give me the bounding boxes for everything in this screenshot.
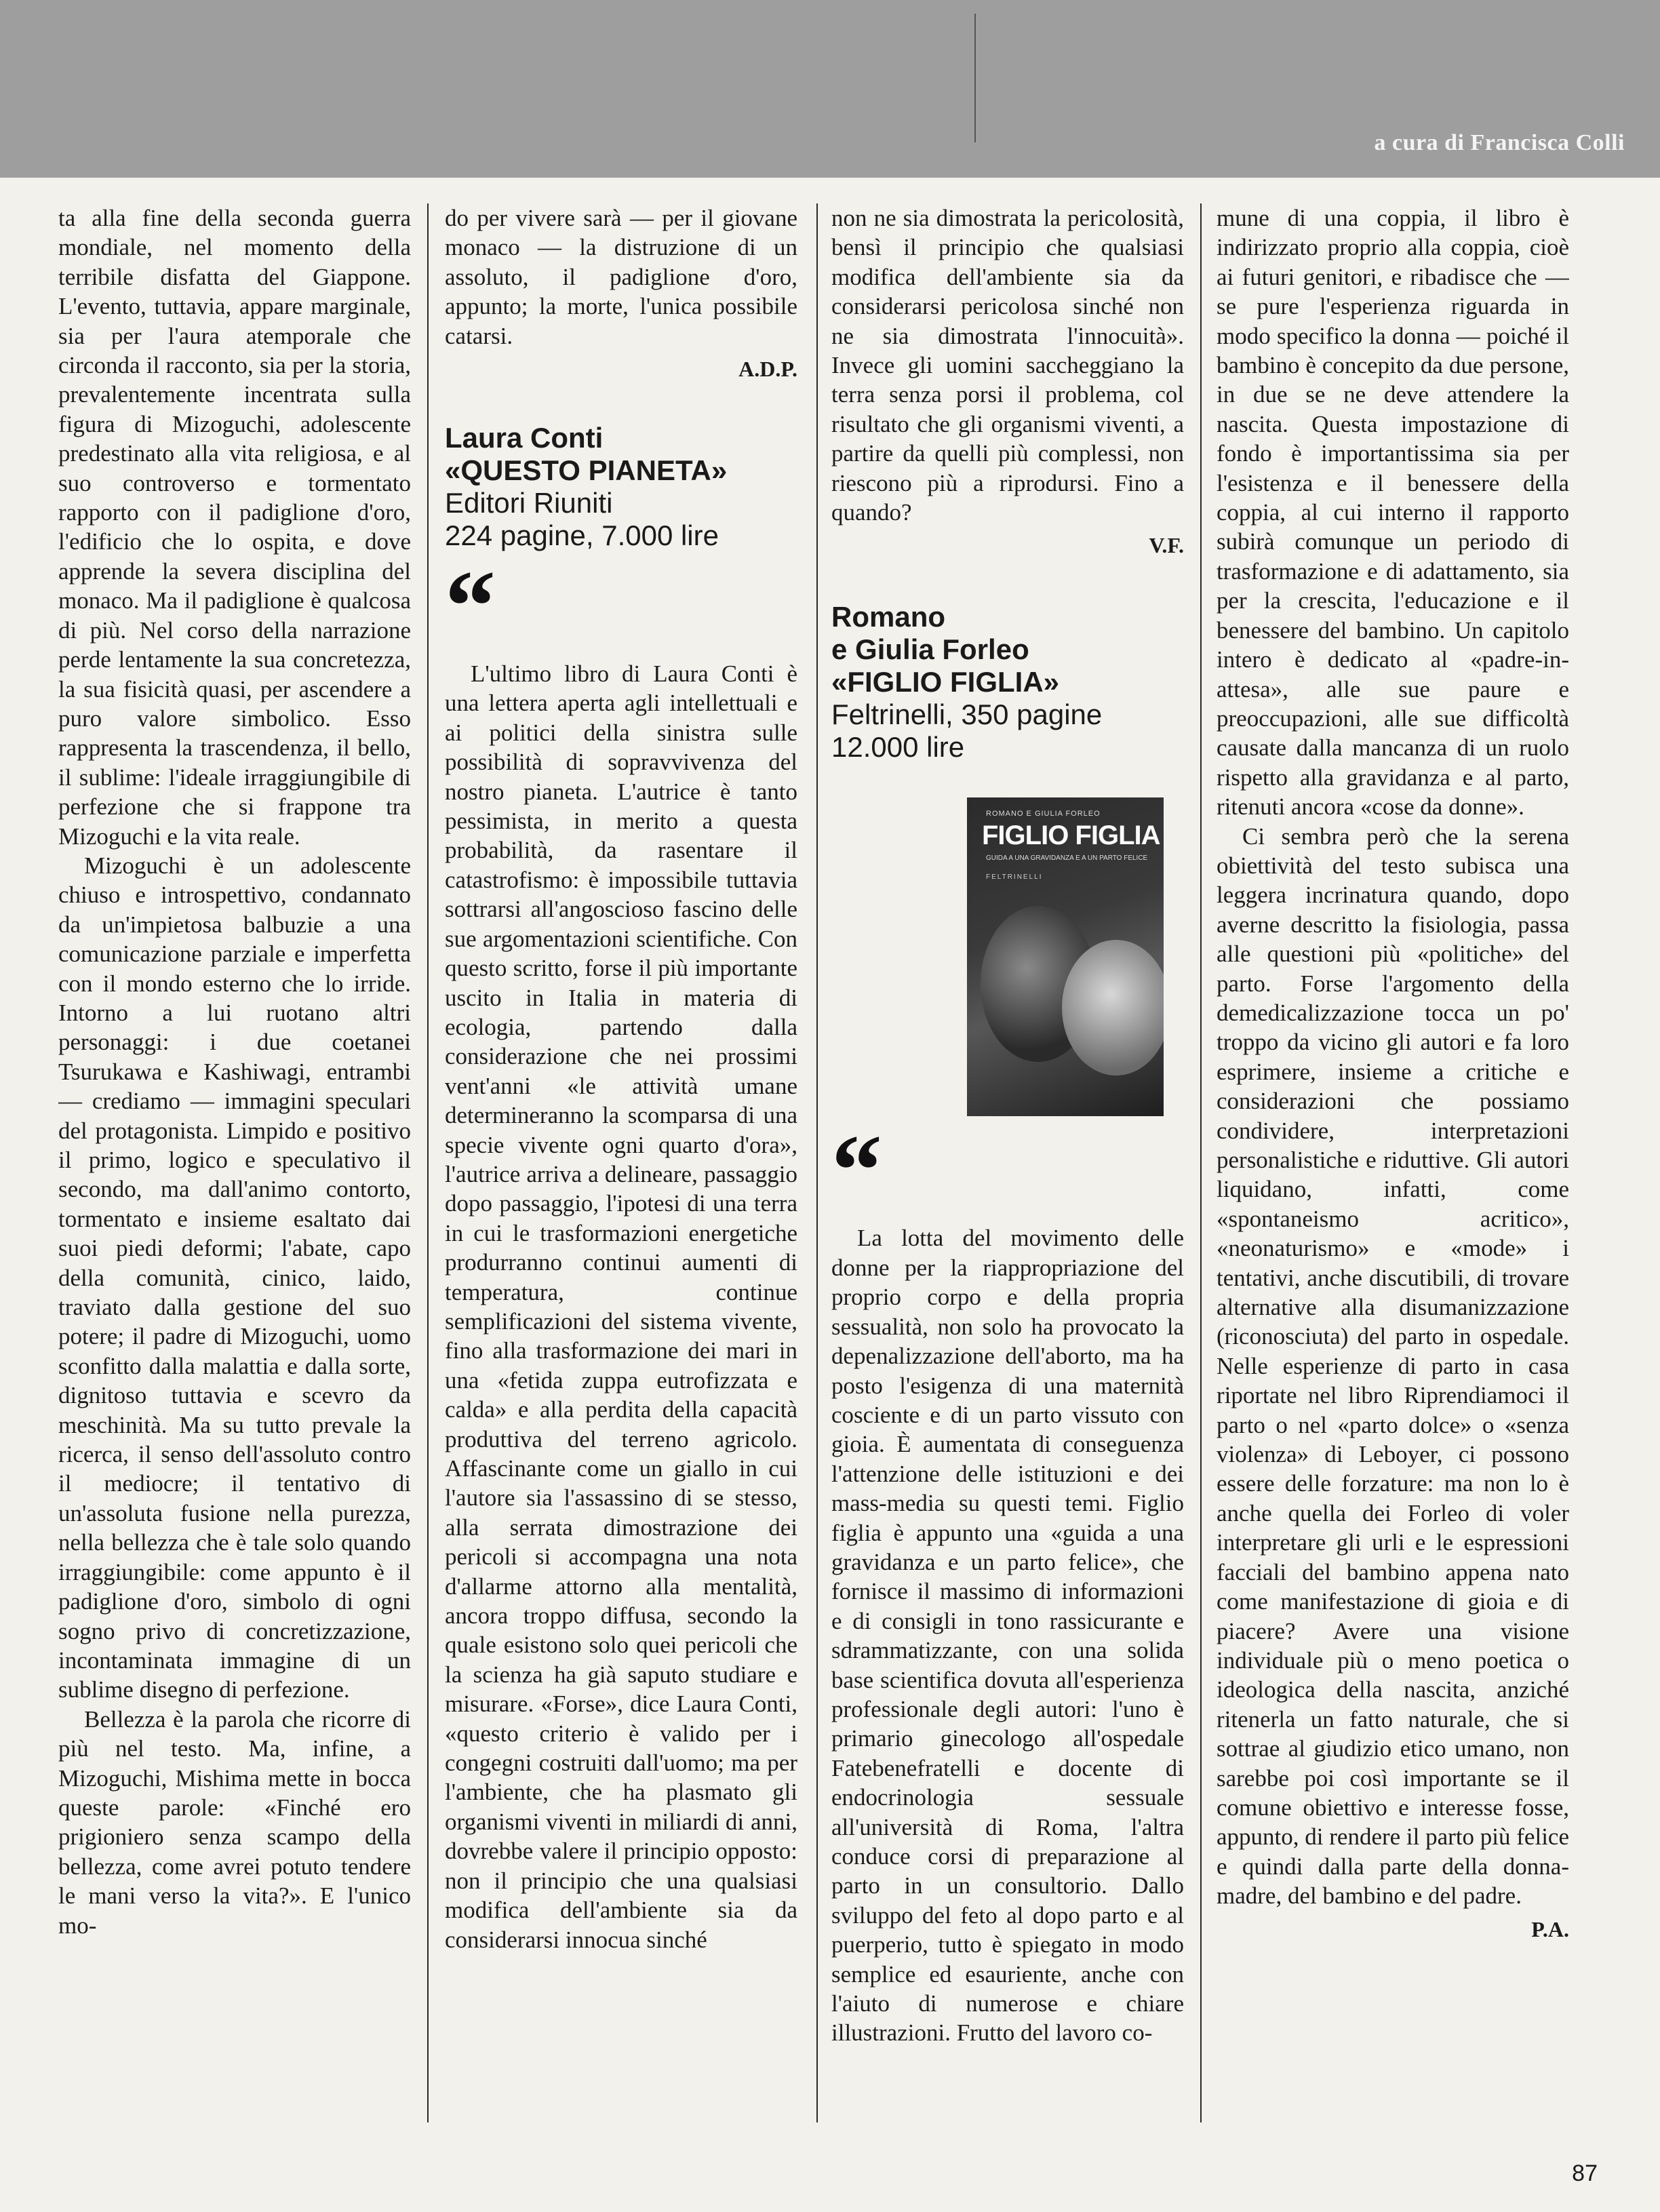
book-title: «FIGLIO FIGLIA» bbox=[831, 666, 1060, 698]
col2-review: L'ultimo libro di Laura Conti è una lettera aperta agli intellettuali e ai politici della sinistra sulle possibilità di sopravvivenza del nostro pianeta. L'autrice è tanto pessimista, in merito a questa probabilità, da rasentare il catastrofismo: è impossibile tuttavia sottrarsi all'angoscioso fascino delle sue argomentazioni scientifiche. Con questo scritto, forse il più importante uscito in Italia in materia di ecologia, partendo dalla considerazione che nei prossimi vent'anni «le attività umane determineranno la scomparsa di una specie vivente ogni quarto d'ora», l'autrice arriva a delineare, passaggio dopo passaggio, l'ipotesi di una terra in cui le trasformazioni energetiche produrranno continui aumenti di temperatura, continue semplificazioni del sistema vivente, fino alla trasformazione dei mari in una «fetida zuppa eutrofizzata e calda» e alla perdita della capacità produttiva del terreno agricolo. Affascinante come un giallo in cui l'autore sia l'assassino di se stesso, alla serrata dimostrazione dei pericoli si accompagna una nota d'allarme attorno alla mentalità, ancora troppo diffusa, secondo la quale esistono solo quei pericoli che la scienza ha già saputo studiare e misurare. «Forse», dice Laura Conti, «questo criterio è valido per i congegni costruiti dall'uomo; ma per l'ambiente, che ha plasmato gli organismi viventi in miliardi di anni, dovrebbe valere il principio opposto: non il principio che una qualsiasi modifica dell'ambiente sia da considerarsi innocua sinché bbox=[445, 660, 797, 1953]
column-4 bbox=[1217, 203, 1569, 2156]
column-1 bbox=[58, 203, 411, 2156]
col2-intro: do per vivere sarà — per il giovane monaco — la distruzione di un assoluto, il padiglione d'oro, appunto; la morte, l'unica possibile catarsi. bbox=[445, 205, 797, 349]
column-rule-2 bbox=[816, 203, 818, 2122]
page-fold bbox=[974, 14, 976, 142]
book-details: 12.000 lire bbox=[831, 731, 965, 764]
book-author: Laura Conti bbox=[445, 422, 604, 454]
book-author-2: e Giulia Forleo bbox=[831, 633, 1029, 666]
book-heading-figlio-figlia bbox=[831, 601, 1184, 764]
col4-paragraph-2: Ci sembra però che la serena obiettività del testo subisca una leggera incrinatura quando, dopo averne descritto la fisiologia, passa alle questioni più «politiche» del parto. Forse l'argomento della demedicalizzazione tocca un po' troppo da vicino gli autori e fa loro esprimere, insieme a critiche e considerazioni che possiamo condividere, interpretazioni personalistiche e riduttive. Gli autori liquidano, infatti, come «spontaneismo acritico», «neonaturismo» e «mode» i tentativi, anche discutibili, di trovare alternative alla disumanizzazione (riconosciuta) del parto in ospedale. Nelle esperienze di parto in casa riportate nel libro Riprendiamoci il parto o nel «parto dolce» o «senza violenza» di Leboyer, ci possono essere delle forzature: ma non lo è anche quella dei Forleo di voler interpretare gli urli e le espressioni facciali del bambino appena nato come manifestazione di gioia e di piacere? Avere una visione individuale più o meno poetica o ideologica della nascita, anziché ritenerla un fatto naturale, che si sottrae al giudizio etico umano, non sarebbe poi così importante se il comune obiettivo e interesse fosse, appunto, di rendere il parto più felice e quindi dalla parte della donna-madre, del bambino e del padre. bbox=[1217, 823, 1569, 1910]
cover-authors: ROMANO E GIULIA FORLEO bbox=[986, 810, 1101, 818]
column-rule-3 bbox=[1200, 203, 1202, 2122]
quote-mark-icon: “ bbox=[445, 550, 496, 663]
cover-title: FIGLIO FIGLIA bbox=[982, 821, 1160, 851]
col1-paragraph-1: ta alla fine della seconda guerra mondiale, nel momento della terribile disfatta del Giappone. L'evento, tuttavia, appare marginale, sia per l'aura atemporale che circonda il racconto, sia per la storia, prevalentemente incentrata sulla figura di Mizoguchi, adolescente predestinato alla vita religiosa, e al suo controverso e tormentato rapporto con il padiglione d'oro, l'edificio che lo ospita, e dove apprende la severa disciplina del monaco. Ma il padiglione è qualcosa di più. Nel corso della narrazione perde lentamente la sua concretezza, la sua fisicità quasi, per ascendere a puro valore simbolico. Esso rappresenta la trascendenza, il bello, il sublime: l'ideale irraggiungibile di perfezione che si frappone tra Mizoguchi e la vita reale. bbox=[58, 205, 411, 850]
book-author: Romano bbox=[831, 601, 945, 633]
col3-intro: non ne sia dimostrata la pericolosità, bensì il principio che qualsiasi modifica dell'ambiente sia da considerarsi pericolosa sinché non ne sia dimostrata l'innocuità». Invece gli uomini saccheggiano la terra senza porsi il problema, col risultato che gli organismi viventi, a partire da quelli più complessi, non riescono più a riprodursi. Fino a quando? bbox=[831, 205, 1184, 526]
col1-paragraph-2: Mizoguchi è un adolescente chiuso e introspettivo, condannato da un'impietosa balbuzie a una comunicazione parziale e imperfetta con il mondo esterno che lo irride. Intorno a lui ruotano altri personaggi: i due coetanei Tsurukawa e Kashiwagi, entrambi — crediamo — immagini speculari del protagonista. Limpido e positivo il primo, logico e speculativo il secondo, ma dall'animo contorto, tormentato e insieme esaltato dai suoi piedi deformi; l'abate, capo della comunità, cinico, laido, traviato dalla gestione del suo potere; il padre di Mizoguchi, uomo sconfitto dalla malattia e dalla sorte, dignitoso tuttavia e scevro da meschinità. Ma su tutto prevale la ricerca, il senso dell'assoluto contro il mediocre; il tentativo di un'assoluta fusione nella purezza, nella bellezza che è tale solo quando irraggiungibile: come appunto è il padiglione d'oro, simbolo di ogni sogno privo di concretizzazione, incontaminata immagine di un sublime disegno di perfezione. bbox=[58, 852, 411, 1703]
book-publisher: Feltrinelli, 350 pagine bbox=[831, 698, 1103, 731]
column-2 bbox=[445, 203, 797, 2156]
column-3 bbox=[831, 203, 1184, 2156]
col1-paragraph-3: Bellezza è la parola che ricorre di più nel testo. Ma, infine, a Mizoguchi, Mishima mette in bocca queste parole: «Finché ero prigioniero senza scampo della bellezza, come avrei potuto tendere le mani verso la vita?». E l'unico mo- bbox=[58, 1705, 411, 1939]
col2-intro-signature: A.D.P. bbox=[738, 357, 797, 382]
col3-review: La lotta del movimento delle donne per la riappropriazione del proprio corpo e della propria sessualità, non solo ha provocato la depenalizzazione dell'aborto, ma ha posto l'esigenza di una maternità cosciente e di un parto vissuto con gioia. È aumentata di conseguenza l'attenzione delle istituzioni e dei mass-media su questi temi. Figlio figlia è appunto una «guida a una gravidanza e un parto felice», che fornisce il massimo di informazioni e di consigli in tono rassicurante e sdrammatizzante, con una solida base scientifica dovuta all'esperienza professionale degli autori: l'uno è primario ginecologo all'ospedale Fatebenefratelli e docente di endocrinologia sessuale all'università di Roma, l'altra conduce corsi di preparazione al parto in un consultorio. Dallo sviluppo del feto al dopo parto e al puerperio, tutto è spiegato in modo semplice ed esauriente, anche con l'aiuto di numerose e chiare illustrazioni. Frutto del lavoro co- bbox=[831, 1225, 1184, 2047]
header-band bbox=[0, 0, 1660, 178]
quote-mark-icon: “ bbox=[831, 1114, 882, 1227]
col4-paragraph-1: mune di una coppia, il libro è indirizzato proprio alla coppia, cioè ai futuri genitori, e ribadisce che — se pure l'esperienza riguarda in modo specifico la donna — poiché il bambino è concepito da due persone, in due se ne deve attendere la nascita. Questa impostazione di fondo è importantissima sia per l'esistenza e il benessere della coppia, al cui interno il rapporto subirà comunque un periodo di trasformazione e di adattamento, sia per la crescita, l'educazione e il benessere del bambino. Un capitolo intero è dedicato al «padre-in-attesa», alle sue paure e preoccupazioni, alle sue difficoltà causate dalla mancanza di un ruolo rispetto alla gravidanza e al parto, ritenuti ancora «cose da donne». bbox=[1217, 205, 1569, 821]
book-title: «QUESTO PIANETA» bbox=[445, 454, 728, 487]
section-credit: a cura di Francisca Colli bbox=[1374, 130, 1625, 155]
col4-signature: P.A. bbox=[1531, 1916, 1569, 1941]
cover-subtitle: GUIDA A UNA GRAVIDANZA E A UN PARTO FELICE bbox=[986, 854, 1148, 863]
book-publisher: Editori Riuniti bbox=[445, 487, 613, 519]
cover-publisher: FELTRINELLI bbox=[986, 873, 1043, 882]
book-cover-image bbox=[967, 797, 1164, 1116]
page-number: 87 bbox=[1572, 2160, 1598, 2186]
col3-intro-signature: V.F. bbox=[1149, 533, 1184, 558]
book-details: 224 pagine, 7.000 lire bbox=[445, 519, 719, 552]
cover-photo-baby bbox=[1062, 940, 1164, 1075]
column-rule-1 bbox=[427, 203, 429, 2122]
book-heading-questo-pianeta bbox=[445, 422, 797, 552]
